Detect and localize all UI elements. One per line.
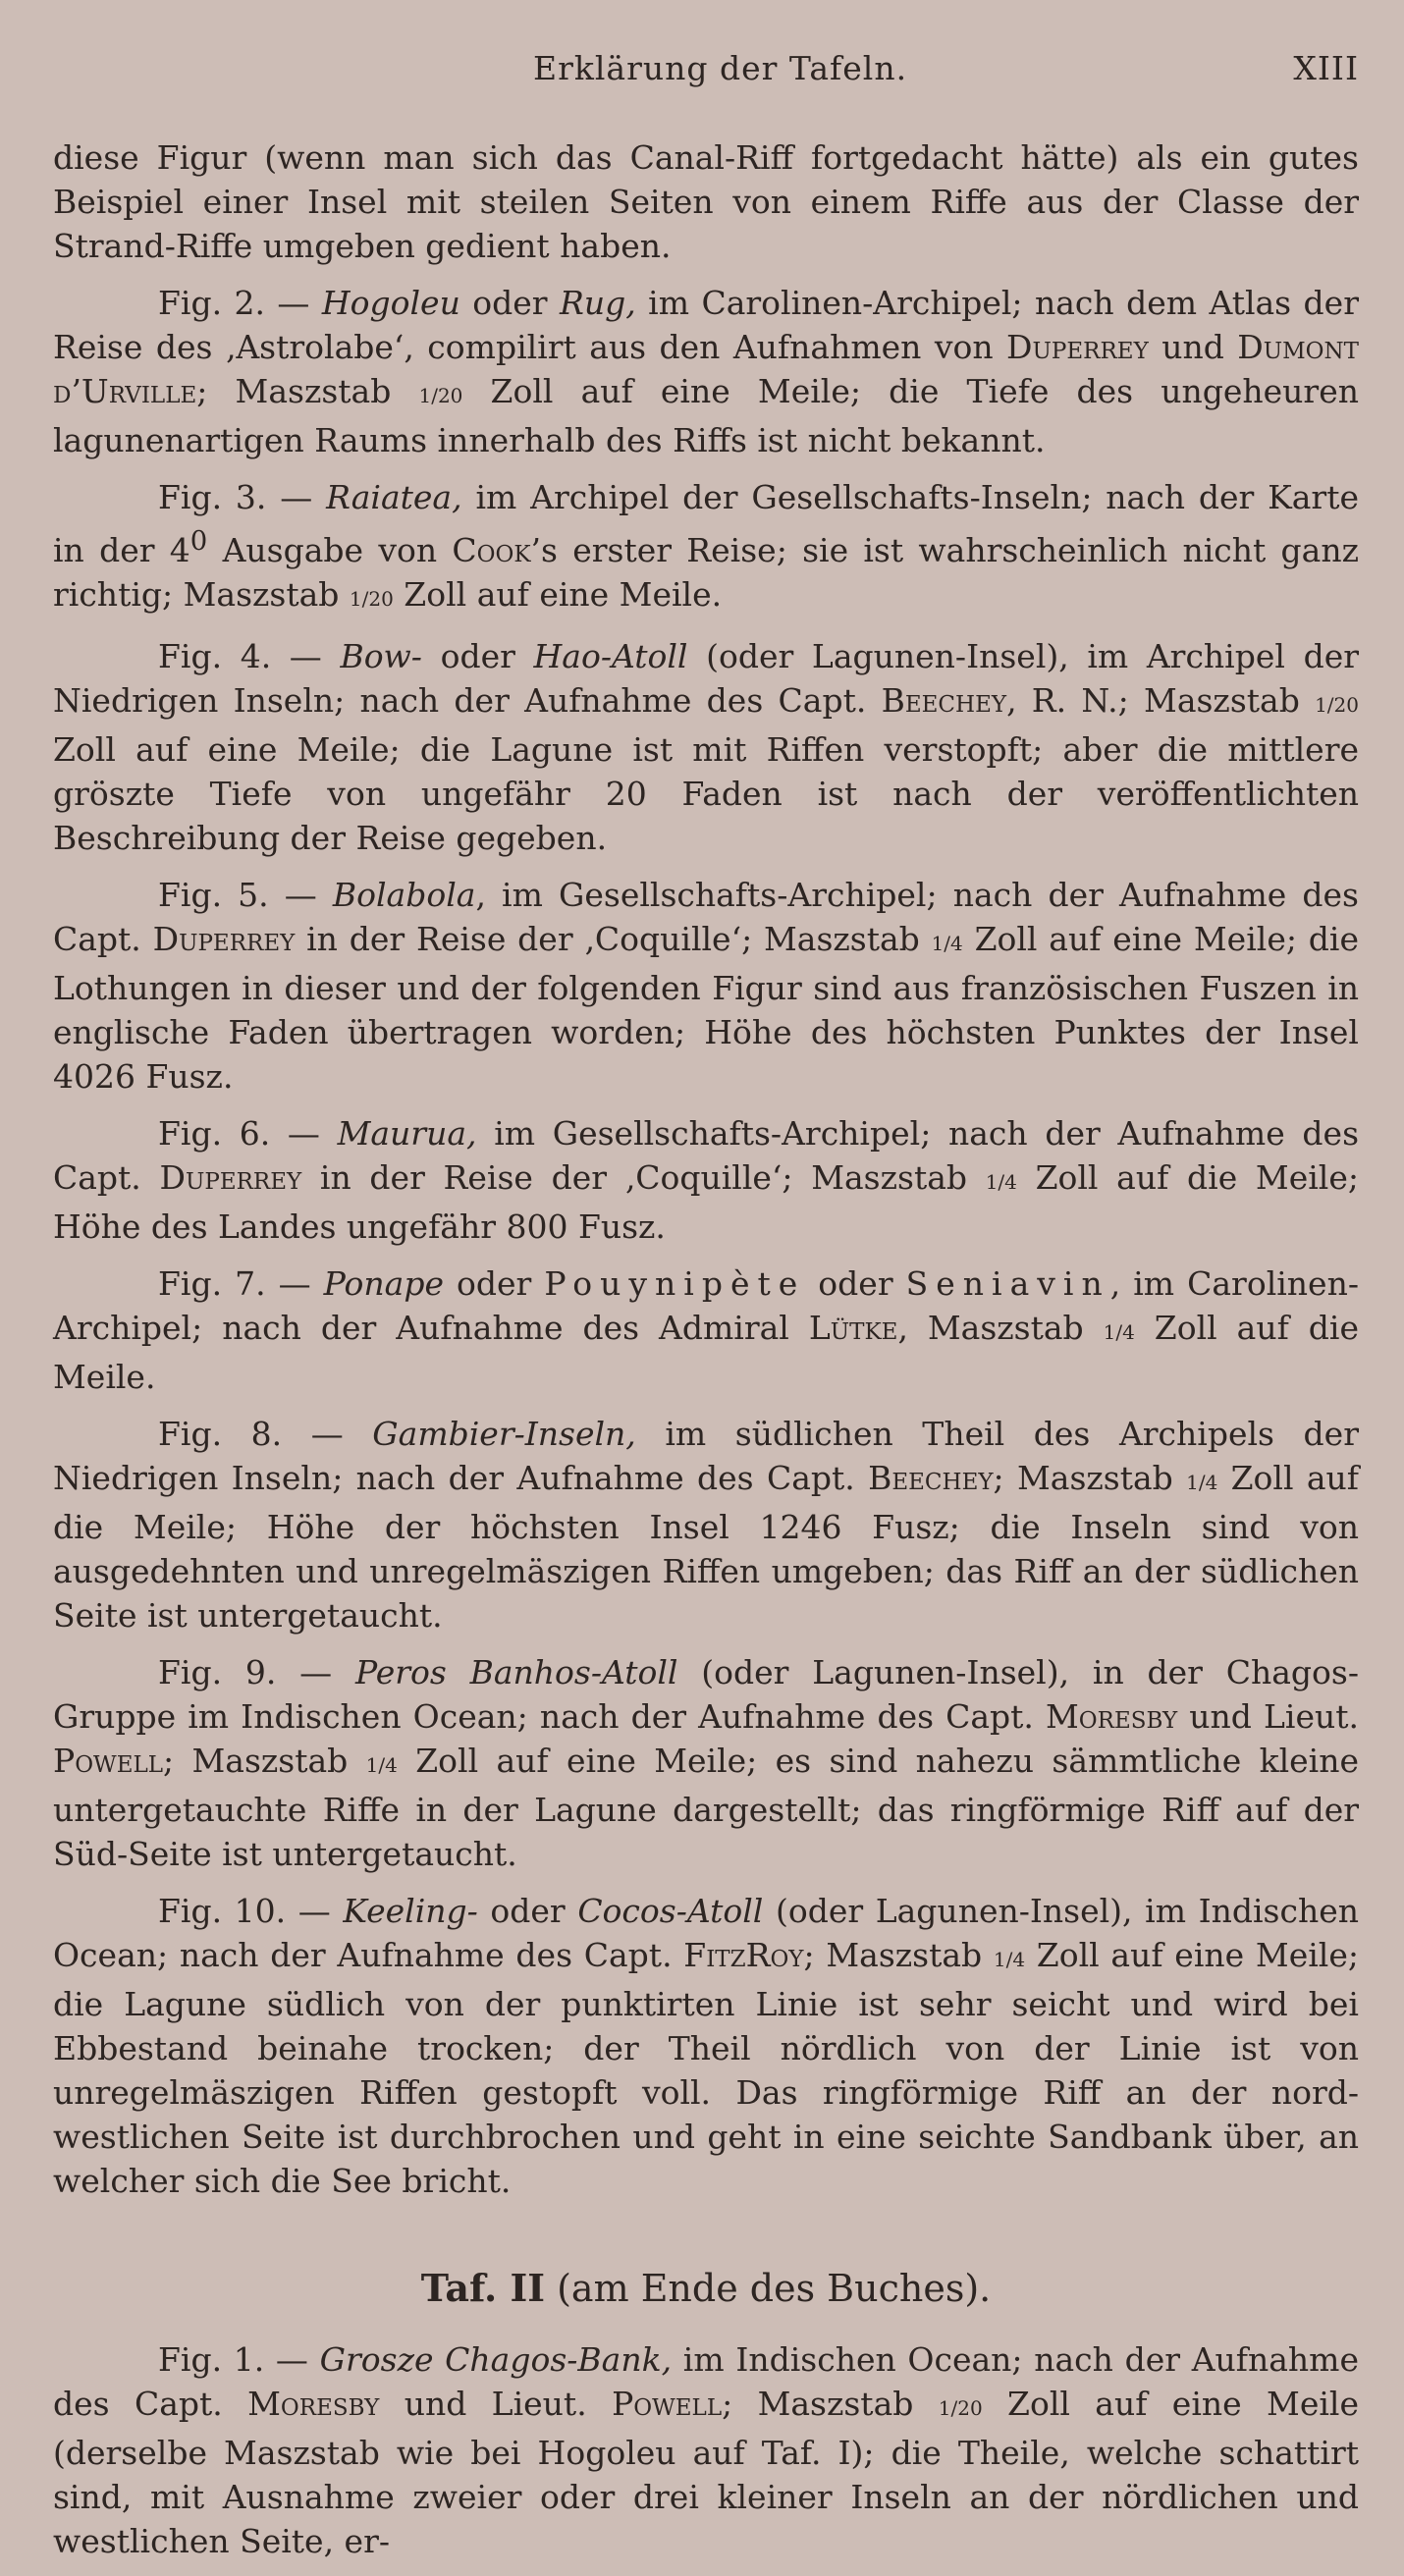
paragraph-fig-8: Fig. 8. — Gambier-Inseln, im südlichen Theil des Archipels der Niedrigen Inseln; nach der Aufnahme des Capt. Beechey; Maszstab 1/4 Zoll auf die Meile; Höhe der höchsten Insel 1246 Fusz; die Inseln sind von ausgedehnten und unregelmäszigen Riffen umgeben; das Riff an der südlichen Seite ist untergetaucht. bbox=[53, 1415, 1359, 1635]
section-heading: Taf. II (am Ende des Buches). bbox=[420, 2266, 992, 2310]
scale-fraction: 1/4 bbox=[931, 932, 963, 955]
paragraph-continuation: diese Figur (wenn man sich das Canal-Riff fortgedacht hätte) als ein gutes Beispiel einer Insel mit steilen Seiten von einem Riffe aus der Classe der Strand-Riffe umgeben gedient haben. bbox=[53, 138, 1359, 265]
paragraph-fig-4: Fig. 4. — Bow- oder Hao-Atoll (oder Lagunen-Insel), im Archipel der Niedrigen Inseln; nach der Aufnahme des Capt. Beechey, R. N.; Maszstab 1/20 Zoll auf eine Meile; die Lagune ist mit Riffen verstopft; aber die mittlere gröszte Tiefe von ungefähr 20 Faden ist nach der veröffentlichten Beschreibung der Reise gegeben. bbox=[53, 637, 1359, 857]
scale-fraction: 1/4 bbox=[993, 1948, 1026, 1971]
paragraph-fig-6: Fig. 6. — Maurua, im Gesellschafts-Archipel; nach der Aufnahme des Capt. Duperrey in der Reise der ‚Coquille‘; Maszstab 1/4 Zoll auf die Meile; Höhe des Landes ungefähr 800 Fusz. bbox=[53, 1114, 1359, 1246]
scale-fraction: 1/20 bbox=[349, 587, 394, 611]
paragraph-taf2-fig-1: Fig. 1. — Grosze Chagos-Bank, im Indischen Ocean; nach der Aufnahme des Capt. Moresby und Lieut. Powell; Maszstab 1/20 Zoll auf eine Meile (derselbe Maszstab wie bei Hogoleu auf Taf. I); die Theile, welche schattirt sind, mit Ausnahme zweier oder drei kleiner Inseln an der nördlichen und westlichen Seite, er- bbox=[53, 2340, 1359, 2560]
scale-fraction: 1/4 bbox=[1186, 1471, 1218, 1494]
scale-fraction: 1/4 bbox=[985, 1170, 1017, 1194]
paragraph-fig-3: Fig. 3. — Raiatea, im Archipel der Gesellschafts-Inseln; nach der Karte in der $4^0$ Ausgabe von Cook’s erster Reise; sie ist wahrscheinlich nicht ganz richtig; Maszstab 1/20 Zoll auf eine Meile. bbox=[53, 478, 1359, 614]
paragraph-fig-10: Fig. 10. — Keeling- oder Cocos-Atoll (oder Lagunen-Insel), im Indischen Ocean; nach der Aufnahme des Capt. FitzRoy; Maszstab 1/4 Zoll auf eine Meile; die Lagune südlich von der punktirten Linie ist sehr seicht und wird bei Ebbestand beinahe trocken; der Theil nördlich von der Linie ist von unregelmäszigen Riffen gestopft voll. Das ringförmige Riff an der nord-westlichen Seite ist durchbrochen und geht in eine seichte Sandbank über, an welcher sich die See bricht. bbox=[53, 1892, 1360, 2200]
page-header bbox=[0, 49, 1404, 98]
paragraph-fig-2: Fig. 2. — Hogoleu oder Rug, im Carolinen-Archipel; nach dem Atlas der Reise des ‚Astrolabe‘, compilirt aus den Aufnahmen von Duperrey und Dumont d’Urville; Maszstab 1/20 Zoll auf eine Meile; die Tiefe des ungeheuren lagunenartigen Raums innerhalb des Riffs ist nicht bekannt. bbox=[53, 284, 1359, 459]
paragraph-fig-7: Fig. 7. — Ponape oder Pouynipète oder Seniavin, im Carolinen-Archipel; nach der Aufnahme des Admiral Lütke, Maszstab 1/4 Zoll auf die Meile. bbox=[53, 1264, 1359, 1396]
page-number: XIII bbox=[1293, 49, 1359, 87]
paragraph-fig-5: Fig. 5. — Bolabola, im Gesellschafts-Archipel; nach der Aufnahme des Capt. Duperrey in der Reise der ‚Coquille‘; Maszstab 1/4 Zoll auf eine Meile; die Lothungen in dieser und der folgenden Figur sind aus französischen Fuszen in englische Faden übertragen worden; Höhe des höchsten Punktes der Insel 4026 Fusz. bbox=[53, 876, 1359, 1096]
running-title: Erklärung der Tafeln. bbox=[533, 49, 908, 87]
scale-fraction: 1/20 bbox=[418, 384, 463, 407]
page-body bbox=[53, 135, 1359, 2576]
scale-fraction: 1/4 bbox=[365, 1753, 398, 1777]
scale-fraction: 1/4 bbox=[1103, 1320, 1135, 1344]
scale-fraction: 1/20 bbox=[938, 2396, 983, 2420]
paragraph-fig-9: Fig. 9. — Peros Banhos-Atoll (oder Lagunen-Insel), in der Chagos-Gruppe im Indischen Ocean; nach der Aufnahme des Capt. Moresby und Lieut. Powell; Maszstab 1/4 Zoll auf eine Meile; es sind nahezu sämmtliche kleine untergetauchte Riffe in der Lagune dargestellt; das ringförmige Riff auf der Süd-Seite ist untergetaucht. bbox=[53, 1653, 1359, 1873]
scale-fraction: 1/20 bbox=[1315, 693, 1359, 717]
